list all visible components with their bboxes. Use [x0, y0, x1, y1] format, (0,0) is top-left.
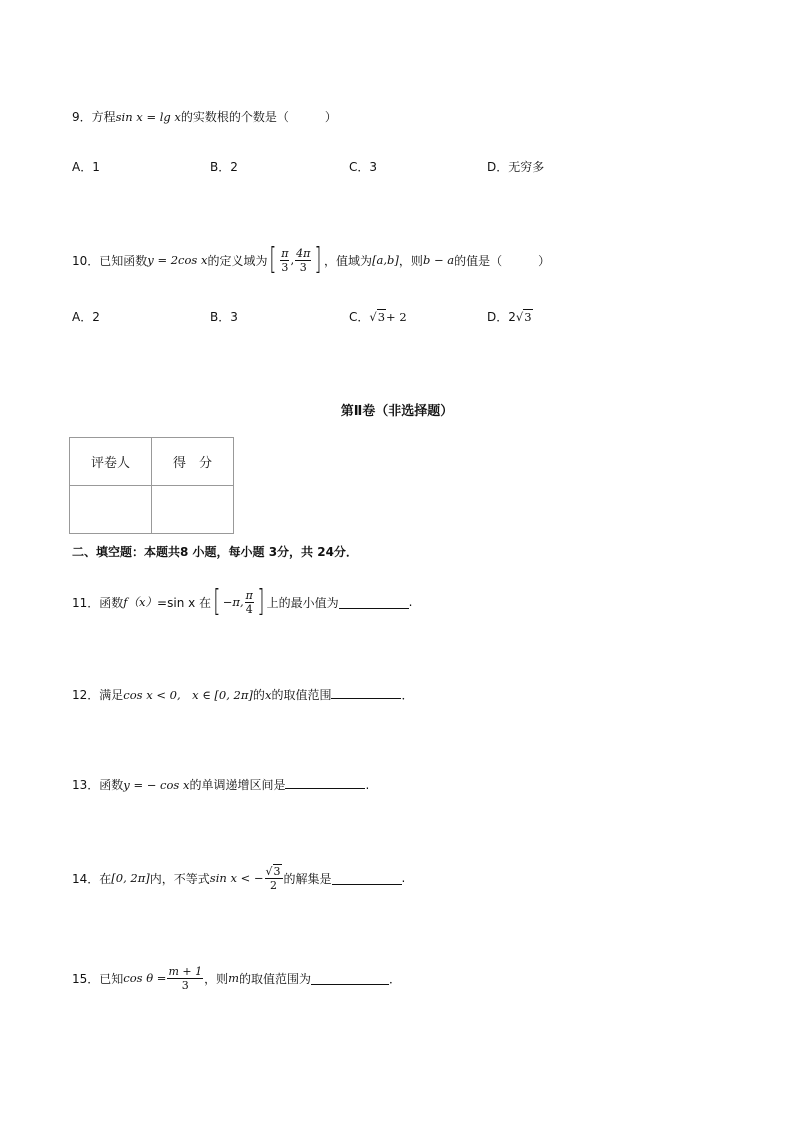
- q12-answer-blank[interactable]: [331, 686, 401, 699]
- q10-left-bracket: [: [269, 242, 277, 277]
- q11-function: f（x）: [123, 595, 158, 609]
- question-9: [72, 108, 337, 125]
- question-10: [72, 240, 550, 280]
- q10-option-d-radicand: 3: [524, 310, 532, 324]
- q12-number: 12．: [72, 688, 100, 702]
- q14-frac-num: √3: [265, 864, 281, 878]
- q10-option-c-radicand: 3: [377, 310, 386, 324]
- q13-end: .: [365, 778, 370, 792]
- q9-option-b: B．2: [210, 160, 238, 174]
- q10-text-pre: 已知函数: [99, 253, 148, 268]
- q10-frac2-den: 3: [299, 260, 307, 274]
- q15-fraction: [167, 966, 203, 991]
- q11-right-bracket: ]: [257, 584, 265, 619]
- question-12: [72, 686, 413, 703]
- q12-text-mid: 的: [252, 688, 265, 702]
- q10-number: 10．: [72, 253, 100, 268]
- q15-variable: m: [228, 971, 239, 985]
- q9-option-d: D．无穷多: [487, 160, 545, 174]
- q10-diff: b − a: [422, 253, 455, 267]
- q10-function: y = 2cos x: [147, 253, 208, 267]
- section-title: 第Ⅱ卷（非选择题）: [340, 404, 454, 419]
- q9-option-a: A．1: [72, 160, 100, 174]
- q11-end: .: [408, 595, 413, 609]
- q12-condition: cos x < 0, x ∈ [0, 2π]: [123, 688, 253, 702]
- table-cell-grader: [70, 486, 152, 534]
- q10-option-c-post: + 2: [386, 310, 407, 324]
- q10-range: [a,b]: [372, 253, 399, 267]
- q10-option-d: [487, 308, 533, 325]
- q13-number: 13．: [72, 778, 100, 792]
- q13-text-post: 的单调递增区间是: [189, 778, 286, 792]
- q11-number: 11．: [72, 595, 100, 610]
- q14-interval: [0, 2π]: [111, 871, 150, 885]
- q11-frac-den: 4: [245, 602, 253, 616]
- q14-text-post: 的解集是: [283, 871, 332, 886]
- q15-text-mid: ，则: [204, 971, 229, 986]
- q11-lower-bound: −π,: [222, 595, 244, 609]
- q15-cos-theta: cos θ =: [123, 971, 167, 985]
- q9-text-post: 的实数根的个数是（ ）: [180, 110, 337, 124]
- grader-score-table: [69, 437, 234, 534]
- q14-number: 14．: [72, 871, 100, 886]
- q10-comma: ,: [290, 253, 295, 267]
- part-2-heading: 二、填空题：本题共8 小题，每小题 3分，共 24分．: [72, 545, 358, 559]
- q15-text-post: 的取值范围为: [239, 971, 312, 986]
- q15-text-pre: 已知: [99, 971, 124, 986]
- q14-frac-radicand: 3: [273, 864, 281, 878]
- q14-frac-den: 2: [270, 878, 278, 892]
- q11-fraction: [245, 590, 254, 615]
- q14-text-mid: 内，不等式: [149, 871, 210, 886]
- q15-answer-blank[interactable]: [311, 972, 389, 985]
- q10-fraction-1: [280, 248, 289, 273]
- q12-text-post: 的取值范围: [271, 688, 332, 702]
- q10-right-bracket: ]: [314, 242, 322, 277]
- q10-option-c-label: C．: [349, 310, 370, 324]
- q12-text-pre: 满足: [99, 688, 124, 702]
- question-14: [72, 858, 405, 898]
- question-13: [72, 776, 369, 793]
- table-header-score: 得 分: [152, 438, 234, 486]
- q11-left-bracket: [: [213, 584, 221, 619]
- q13-answer-blank[interactable]: [285, 776, 365, 789]
- q11-text-pre: 函数: [99, 595, 124, 610]
- q11-frac-num: π: [245, 588, 253, 602]
- q15-end: ．: [389, 971, 402, 986]
- table-cell-score: [152, 486, 234, 534]
- q10-option-d-sqrt: √3: [515, 310, 532, 324]
- q15-frac-num: m + 1: [168, 964, 203, 978]
- q14-inequality: sin x < −: [209, 871, 264, 885]
- q15-frac-den: 3: [181, 978, 189, 992]
- q10-option-b: B．3: [210, 310, 238, 324]
- q10-text-mid: 的定义域为: [207, 253, 268, 268]
- q9-option-c: C．3: [349, 160, 378, 174]
- q10-option-d-label: D．2: [487, 310, 516, 324]
- q11-text-post: 上的最小值为: [266, 595, 339, 610]
- q12-variable: x: [264, 688, 272, 702]
- q14-answer-blank[interactable]: [332, 872, 402, 885]
- q10-frac1-num: π: [281, 246, 289, 260]
- q12-end: ．: [401, 688, 414, 702]
- q14-fraction: [265, 866, 283, 891]
- q10-text-post: 的值是（ ）: [454, 253, 551, 268]
- q13-text-pre: 函数: [99, 778, 124, 792]
- q10-option-a: A．2: [72, 310, 100, 324]
- q10-range-pre: ，值域为: [324, 253, 373, 268]
- q10-frac1-den: 3: [281, 260, 289, 274]
- q10-frac2-num: 4π: [296, 246, 311, 260]
- q14-text-pre: 在: [99, 871, 112, 886]
- q10-then: ，则: [398, 253, 423, 268]
- q11-answer-blank[interactable]: [339, 596, 409, 609]
- q14-end: .: [401, 871, 406, 885]
- q9-number: 9．: [72, 110, 92, 124]
- q10-option-c: [349, 308, 407, 325]
- table-header-grader: 评卷人: [70, 438, 152, 486]
- q11-eq: =sin x 在: [157, 595, 212, 610]
- q10-fraction-2: [295, 248, 311, 273]
- question-15: [72, 958, 401, 998]
- q9-equation: sin x = lg x: [115, 110, 181, 124]
- q15-number: 15．: [72, 971, 100, 986]
- q9-text-pre: 方程: [91, 110, 116, 124]
- q13-function: y = − cos x: [123, 778, 190, 792]
- q10-option-c-sqrt: √3: [369, 310, 386, 324]
- question-11: [72, 582, 412, 622]
